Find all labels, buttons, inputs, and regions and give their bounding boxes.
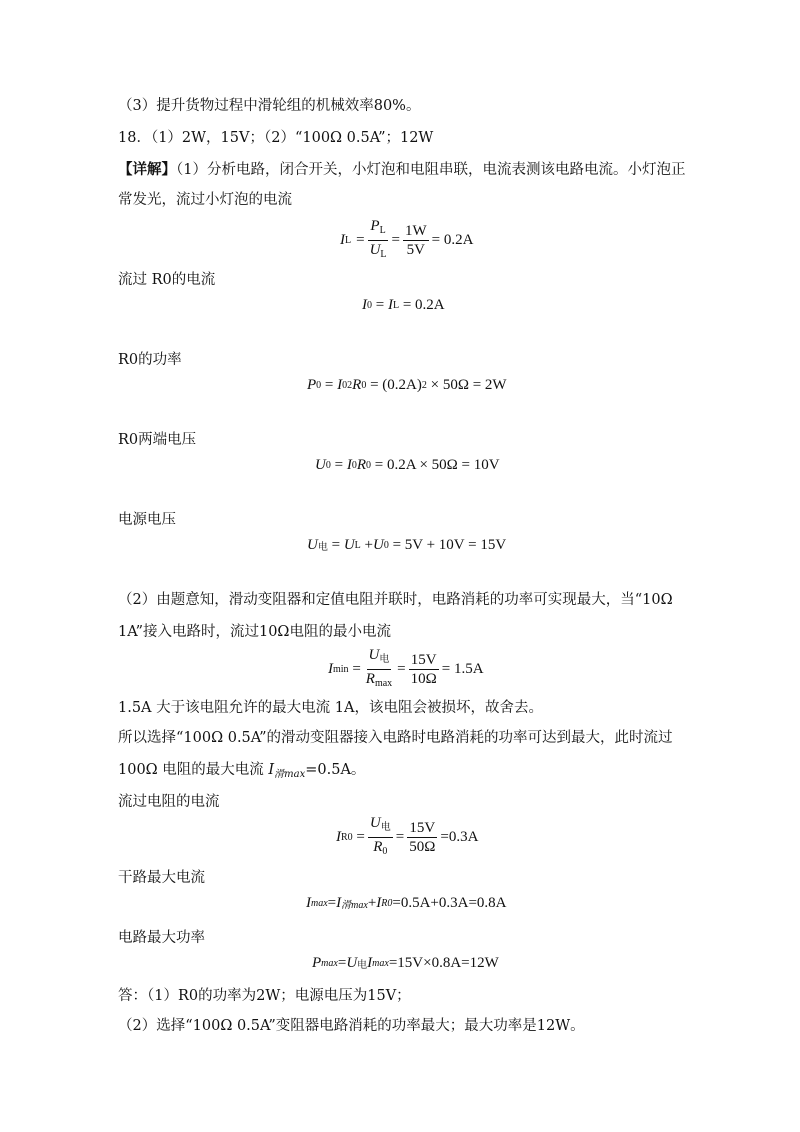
equation-r0-voltage: U 0 = I 0 R 0 = 0.2A × 50Ω = 10V <box>315 457 500 473</box>
line-max-power: 电路最大功率 <box>118 930 205 946</box>
equation-min-current: I min = $\frac{U_电}{R_{max}}$ = $\frac{15V}{10\Omega}$ = 1.5A <box>328 647 484 689</box>
equation-main-current: I max = I 滑max + I R0 =0.5A+0.3A=0.8A <box>306 895 507 911</box>
line-detail-intro <box>118 160 685 180</box>
line-supply-voltage: 电源电压 <box>118 512 176 528</box>
equation-lamp-current: I L = $\frac{P_L}{U_L}$ = $\frac{1W}{5V}$ = 0.2A <box>340 218 474 260</box>
line-main-current: 干路最大电流 <box>118 870 205 886</box>
equation-r0-power: P 0 = I 0 2 R 0 = (0.2A) 2 × 50Ω = 2W <box>307 377 507 393</box>
line-q18-answer: 18．（1）2W，15V；（2）“100Ω 0.5A”；12W <box>118 130 434 146</box>
line-answer-1: 答：（1）R0的功率为2W；电源电压为15V； <box>118 988 411 1004</box>
detail-tag: 【详解】 <box>118 161 176 178</box>
line-part2-d: 所以选择“100Ω 0.5A”的滑动变阻器接入电路时电路消耗的功率可达到最大，此时流过 <box>118 730 673 746</box>
equation-supply-voltage: U 电 = U L + U 0 = 5V + 10V = 15V <box>307 537 507 553</box>
line-detail-cont: 常发光，流过小灯泡的电流 <box>118 192 292 208</box>
equation-resistor-current: I R0 = $\frac{U_电}{R_0}$ = $\frac{15V}{50\Omega}$ =0.3A <box>336 815 479 857</box>
equation-r0-current: I 0 = I L = 0.2A <box>362 297 445 313</box>
line-part2-e: 100Ω 电阻的最大电流 $I_{滑max}=0.5A$。 <box>118 762 366 780</box>
equation-max-power: P max = U 电 I max =15V×0.8A=12W <box>312 955 499 971</box>
line-part3: （3）提升货物过程中滑轮组的机械效率80%。 <box>118 98 421 114</box>
line-resistor-current: 流过电阻的电流 <box>118 794 220 810</box>
line-part2-b: 1A”接入电路时，流过10Ω电阻的最小电流 <box>118 624 391 640</box>
line-part2-a: （2）由题意知，滑动变阻器和定值电阻并联时，电路消耗的功率可实现最大，当“10Ω <box>118 592 673 608</box>
line-r0-voltage: R0两端电压 <box>118 432 197 448</box>
detail-text: （1）分析电路，闭合开关，小灯泡和电阻串联，电流表测该电路电流。小灯泡正 <box>176 162 686 178</box>
line-r0-current: 流过 R0的电流 <box>118 272 216 288</box>
line-part2-c: 1.5A 大于该电阻允许的最大电流 1A，该电阻会被损坏，故舍去。 <box>118 700 543 716</box>
line-answer-2: （2）选择“100Ω 0.5A”变阻器电路消耗的功率最大；最大功率是12W。 <box>118 1018 585 1034</box>
line-r0-power: R0的功率 <box>118 352 182 368</box>
